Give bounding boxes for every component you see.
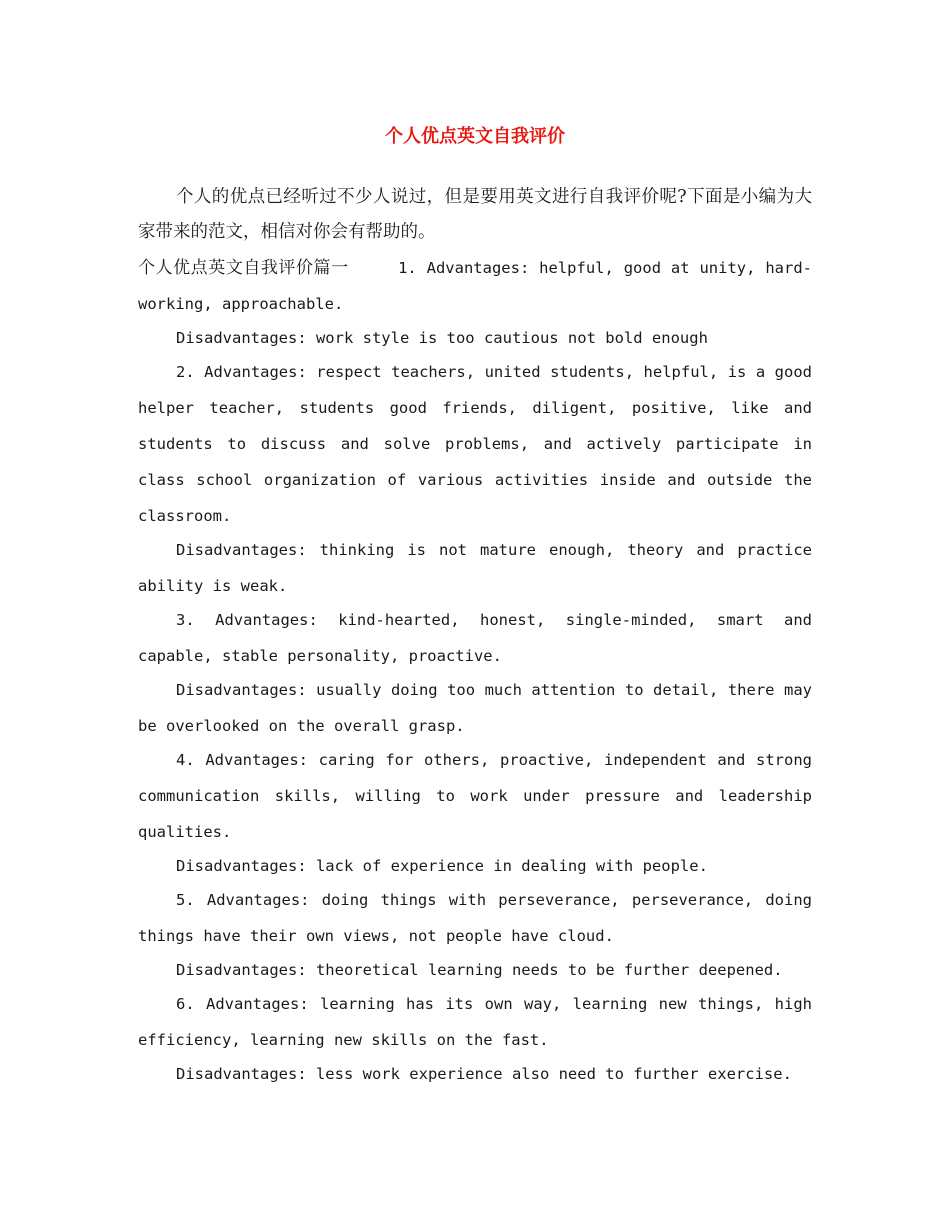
disadvantages-3: Disadvantages: usually doing too much attention to detail, there may be overlooked on the overall grasp.: [138, 681, 812, 735]
section-first-paragraph: [138, 250, 812, 322]
disadvantages-2: Disadvantages: thinking is not mature enough, theory and practice ability is weak.: [138, 541, 812, 595]
advantages-6: 6. Advantages: learning has its own way, learning new things, high efficiency, learning new skills on the fast.: [138, 995, 812, 1049]
disadvantages-4: Disadvantages: lack of experience in dealing with people.: [176, 857, 708, 875]
section-heading: 个人优点英文自我评价篇一: [138, 258, 349, 278]
disadvantages-6: Disadvantages: less work experience also need to further exercise.: [176, 1065, 792, 1083]
advantages-5: 5. Advantages: doing things with perseverance, perseverance, doing things have their own views, not people have cloud.: [138, 891, 812, 945]
disadvantages-1: Disadvantages: work style is too cautious not bold enough: [176, 329, 708, 347]
advantages-4: 4. Advantages: caring for others, proactive, independent and strong communication skills, willing to work under pressure and leadership qualities.: [138, 751, 812, 841]
advantages-3: 3. Advantages: kind-hearted, honest, single-minded, smart and capable, stable personality, proactive.: [138, 611, 812, 665]
advantages-1: 1. Advantages: helpful, good at unity, hard-working, approachable.: [138, 259, 812, 313]
advantages-2: 2. Advantages: respect teachers, united students, helpful, is a good helper teacher, students good friends, diligent, positive, like and students to discuss and solve problems, and actively participate in class school organization of various activities inside and outside the classroom.: [138, 363, 812, 525]
document-title: 个人优点英文自我评价: [385, 126, 565, 147]
intro-paragraph: 个人的优点已经听过不少人说过，但是要用英文进行自我评价呢?下面是小编为大家带来的范文，相信对你会有帮助的。: [138, 187, 812, 242]
document-body: [138, 180, 812, 1092]
disadvantages-5: Disadvantages: theoretical learning needs to be further deepened.: [176, 961, 783, 979]
